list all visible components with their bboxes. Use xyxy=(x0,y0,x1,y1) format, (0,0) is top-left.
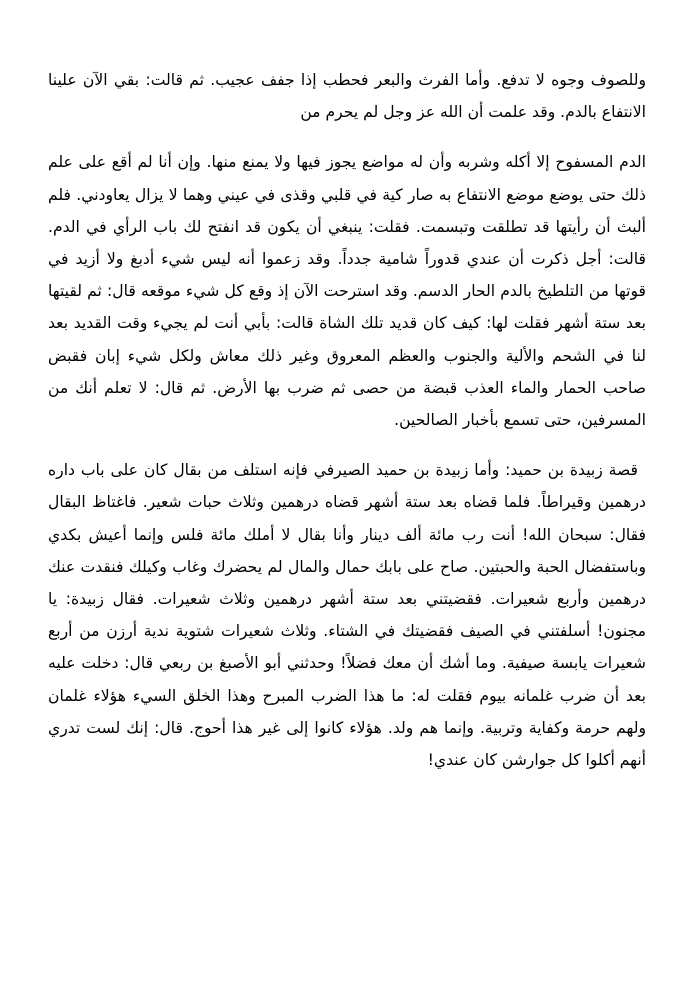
paragraph-3: قصة زبيدة بن حميد: وأما زبيدة بن حميد الصيرفي فإنه استلف من بقال كان على باب داره درهمين وقيراطاً. فلما قضاه بعد ستة أشهر قضاه درهمين وثلاث حبات شعير. فاغتاظ البقال فقال: سبحان الله! أنت رب مائة ألف دينار وأنا بقال لا أملك مائة فلس وإنما أعيش بكدي وباستفضال الحبة والحبتين. صاح على بابك حمال والمال لم يحضرك وغاب وكيلك فنقدت عنك درهمين وأربع شعيرات. فقضيتني بعد ستة أشهر درهمين وثلاث شعيرات. فقال زبيدة: يا مجنون! أسلفتني في الصيف فقضيتك في الشتاء. وثلاث شعيرات شتوية ندية أرزن من أربع شعيرات يابسة صيفية. وما أشك أن معك فضلاً! وحدثني أبو الأصبغ بن ربعي قال: دخلت عليه بعد أن ضرب غلمانه بيوم فقلت له: ما هذا الضرب المبرح وهذا الخلق السيء هؤلاء غلمان ولهم حرمة وكفاية وتربية. وإنما هم ولد. هؤلاء كانوا إلى غير هذا أحوج. قال: إنك لست تدري أنهم أكلوا كل جوارشن كان عندي! xyxy=(48,461,646,770)
paragraph-2: الدم المسفوح إلا أكله وشربه وأن له مواضع يجوز فيها ولا يمنع منها. وإن أنا لم أقع على علم ذلك حتى يوضع موضع الانتفاع به صار كية في قلبي وقذى في عيني وهما لا يزال يعاودني. فلم ألبث أن رأيتها قد تطلقت وتبسمت. فقلت: ينبغي أن يكون قد انفتح لك باب الرأي في الدم. قالت: أجل ذكرت أن عندي قدوراً شامية جدداً. وقد زعموا أنه ليس شيء أدبغ ولا أزيد في قوتها من التلطيخ بالدم الحار الدسم. وقد استرحت الآن إذ وقع كل شيء موقعه قال: ثم لقيتها بعد ستة أشهر فقلت لها: كيف كان قديد تلك الشاة قالت: بأبي أنت لم يجيء وقت القديد بعد لنا في الشحم والألية والجنوب والعظم المعروق وغير ذلك معاش ولكل شيء إبان فقبض صاحب الحمار والماء العذب قبضة من حصى ثم ضرب بها الأرض. ثم قال: لا تعلم أنك من المسرفين، حتى تسمع بأخبار الصالحين. xyxy=(48,153,646,430)
paragraph-1: وللصوف وجوه لا تدفع. وأما الفرث والبعر فحطب إذا جفف عجيب. ثم قالت: بقي الآن علينا الانتفاع بالدم. وقد علمت أن الله عز وجل لم يحرم من xyxy=(48,71,646,122)
